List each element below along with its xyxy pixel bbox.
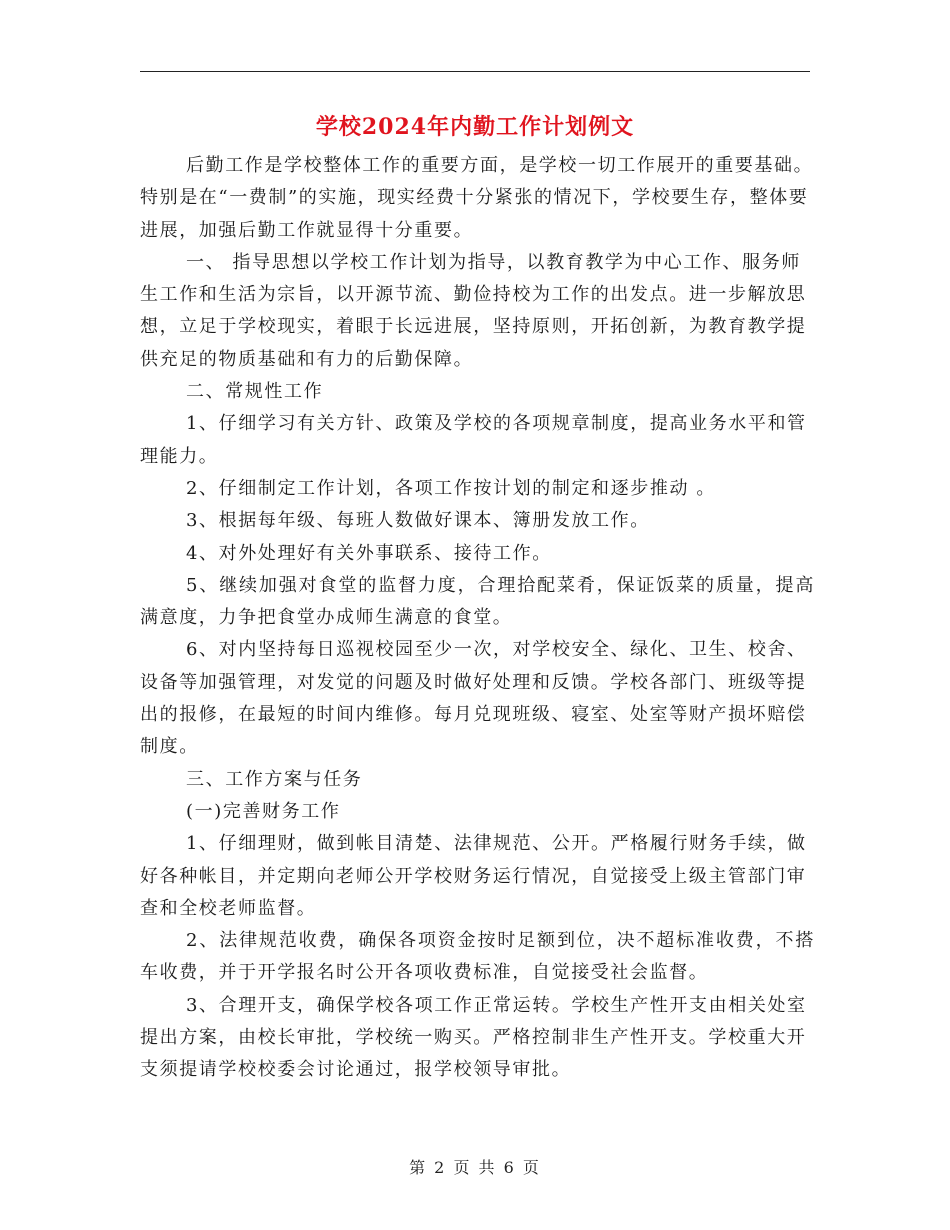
paragraph-routine-3: 3、根据每年级、每班人数做好课本、簿册发放工作。 <box>186 510 650 532</box>
paragraph-routine-6: 6、对内坚持每日巡视校园至少一次，对学校安全、绿化、卫生、校舍、设备等加强管理，对发觉的问题及时做好处理和反馈。学校各部门、班级等提出的报修，在最短的时间内维修。每月兑现班级、寝室、处室等财产损坏赔偿制度。 <box>140 639 807 758</box>
paragraph-routine-4: 4、对外处理好有关外事联系、接待工作。 <box>186 542 552 564</box>
paragraph-intro: 后勤工作是学校整体工作的重要方面，是学校一切工作展开的重要基础。特别是在“一费制”的实施，现实经费十分紧张的情况下，学校要生存，整体要进展，加强后勤工作就显得十分重要。 <box>140 155 814 241</box>
page-number-footer: 第 2 页 共 6 页 <box>409 1158 541 1177</box>
document-title: 学校2024年内勤工作计划例文 <box>315 114 635 140</box>
section-heading-plan-and-tasks: 三、工作方案与任务 <box>186 768 363 790</box>
subsection-heading-finance: (一)完善财务工作 <box>186 800 341 822</box>
paragraph-routine-1: 1、仔细学习有关方针、政策及学校的各项规章制度，提高业务水平和管理能力。 <box>140 413 807 467</box>
paragraph-routine-5: 5、继续加强对食堂的监督力度，合理拾配菜肴，保证饭菜的质量，提高满意度，力争把食堂办成师生满意的食堂。 <box>140 574 815 629</box>
document-body <box>140 150 815 1087</box>
paragraph-finance-2: 2、法律规范收费，确保各项资金按时足额到位，决不超标准收费，不搭车收费，并于开学报名时公开各项收费标准，自觉接受社会监督。 <box>140 930 815 984</box>
section-heading-routine-work: 二、常规性工作 <box>186 381 324 403</box>
paragraph-finance-3: 3、合理开支，确保学校各项工作正常运转。学校生产性开支由相关处室提出方案，由校长审批，学校统一购买。严格控制非生产性开支。学校重大开支须提请学校校委会讨论通过，报学校领导审批。 <box>140 994 807 1081</box>
paragraph-guiding-thought: 一、 指导思想以学校工作计划为指导，以教育教学为中心工作、服务师生工作和生活为宗旨，以开源节流、勤俭持校为工作的出发点。进一步解放思想，立足于学校现实，着眼于长远进展，坚持原则，开拓创新，为教育教学提供充足的物质基础和有力的后勤保障。 <box>140 251 807 370</box>
header-rule <box>140 71 810 72</box>
paragraph-finance-1: 1、仔细理财，做到帐目清楚、法律规范、公开。严格履行财务手续，做好各种帐目，并定期向老师公开学校财务运行情况，自觉接受上级主管部门审查和全校老师监督。 <box>140 833 807 919</box>
paragraph-routine-2: 2、仔细制定工作计划，各项工作按计划的制定和逐步推动 。 <box>186 477 716 499</box>
